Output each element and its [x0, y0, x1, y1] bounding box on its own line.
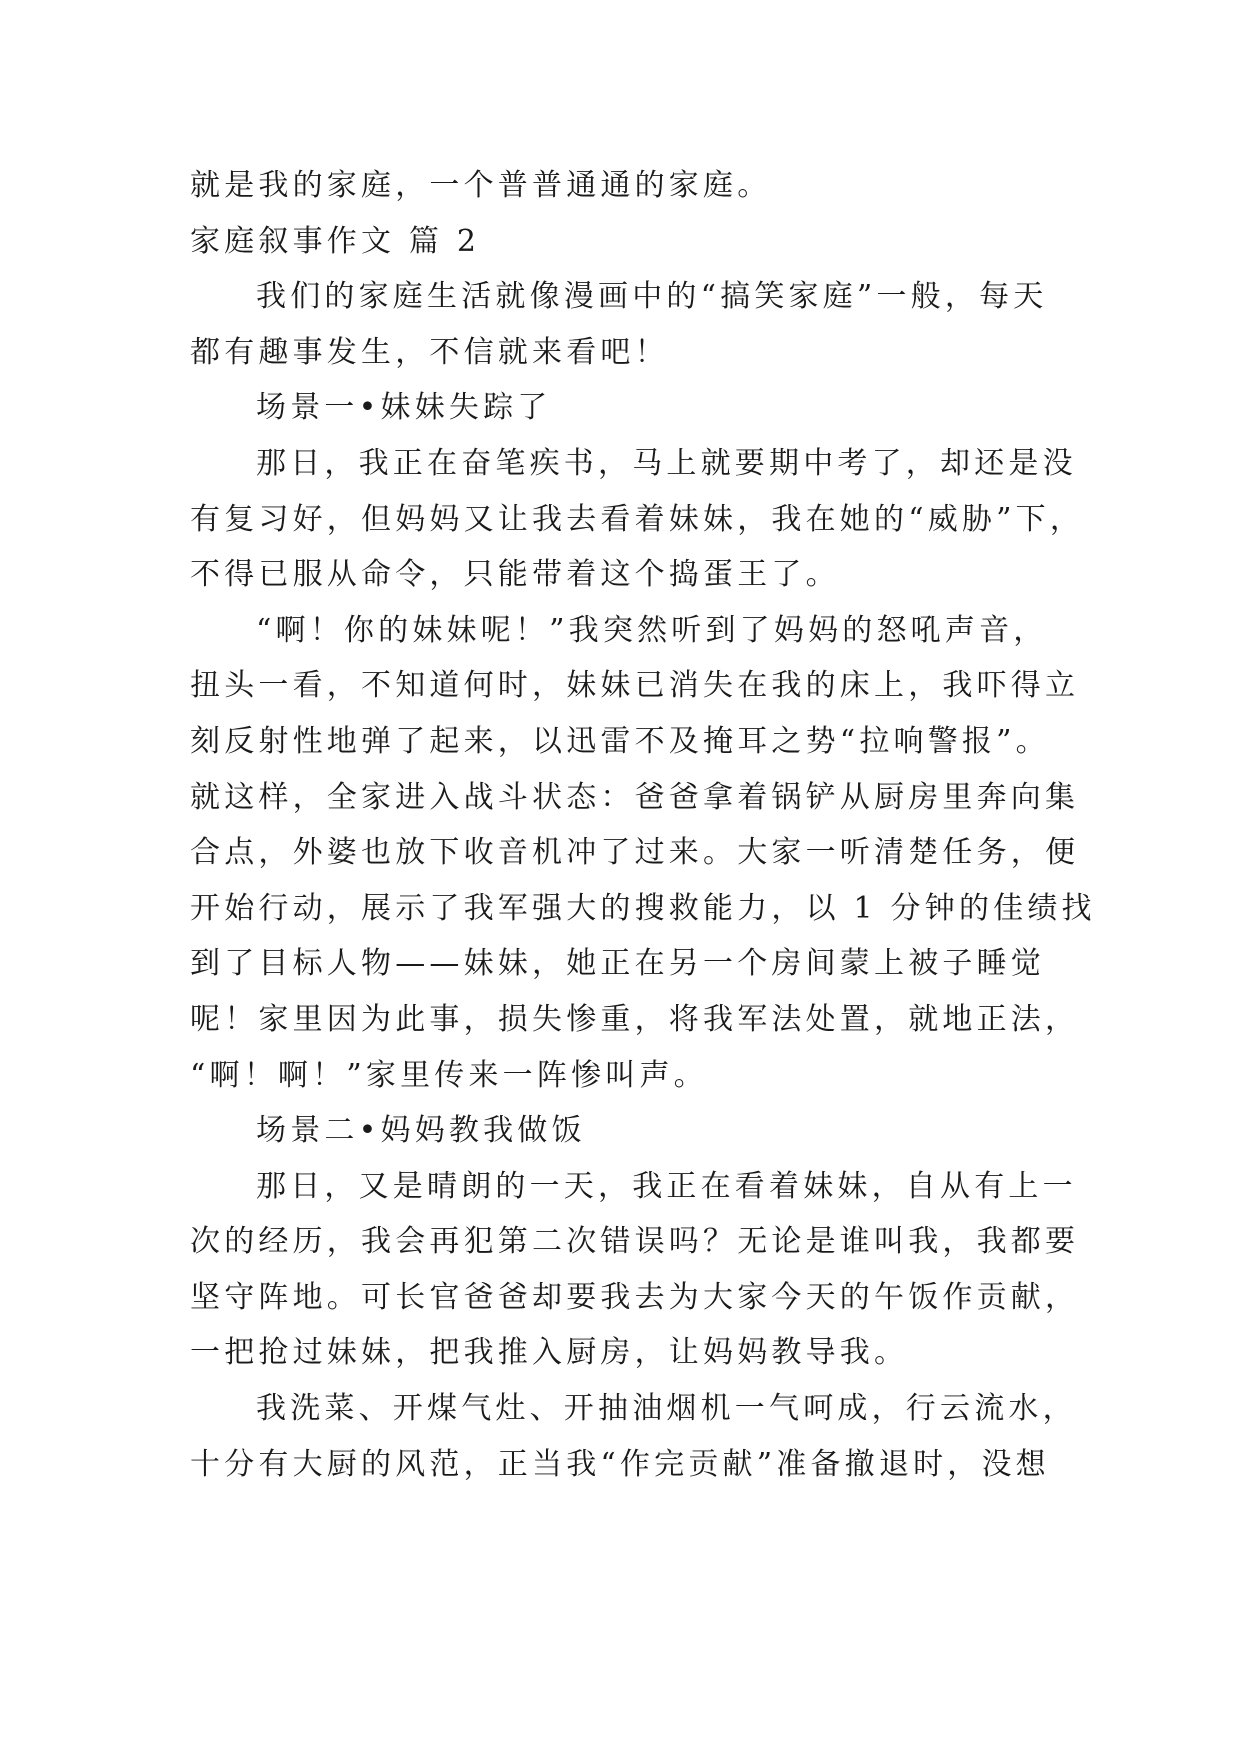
section-heading: 家庭叙事作文 篇 2: [190, 223, 481, 259]
text-line: 呢！家里因为此事，损失惨重，将我军法处置，就地正法，: [190, 1001, 1080, 1037]
text-line: 十分有大厨的风范，正当我“作完贡献”准备撤退时，没想: [190, 1446, 1050, 1482]
text-line: 到了目标人物——妹妹，她正在另一个房间蒙上被子睡觉: [190, 946, 1045, 982]
text-line: 一把抢过妹妹，把我推入厨房，让妈妈教导我。: [190, 1335, 909, 1371]
text-line: 那日，又是晴朗的一天，我正在看着妹妹，自从有上一: [256, 1168, 1077, 1204]
text-line: 刻反射性地弹了起来，以迅雷不及掩耳之势“拉响警报”。: [190, 723, 1050, 759]
text-line: 开始行动，展示了我军强大的搜救能力，以 1 分钟的佳绩找: [190, 890, 1096, 926]
scene-heading: 场景一•妹妹失踪了: [256, 390, 552, 426]
text-line: 坚守阵地。可长官爸爸却要我去为大家今天的午饭作贡献，: [190, 1279, 1080, 1315]
text-line: 就是我的家庭，一个普普通通的家庭。: [190, 168, 772, 203]
scene-heading: 场景二•妈妈教我做饭: [256, 1113, 586, 1149]
text-line: 就这样，全家进入战斗状态：爸爸拿着锅铲从厨房里奔向集: [190, 779, 1080, 815]
text-line: 扭头一看，不知道何时，妹妹已消失在我的床上，我吓得立: [190, 668, 1080, 704]
text-line: 我们的家庭生活就像漫画中的“搞笑家庭”一般，每天: [256, 279, 1048, 315]
text-line: 我洗菜、开煤气灶、开抽油烟机一气呵成，行云流水，: [256, 1391, 1077, 1427]
text-line: 次的经历，我会再犯第二次错误吗？无论是谁叫我，我都要: [190, 1224, 1080, 1260]
text-line: 有复习好，但妈妈又让我去看着妹妹，我在她的“威胁”下，: [190, 501, 1085, 537]
text-line: “啊！你的妹妹呢！”我突然听到了妈妈的怒吼声音，: [256, 612, 1048, 648]
text-line: 不得已服从命令，只能带着这个捣蛋王了。: [190, 557, 840, 593]
text-line: 合点，外婆也放下收音机冲了过来。大家一听清楚任务，便: [190, 835, 1080, 871]
text-line: 都有趣事发生，不信就来看吧！: [190, 334, 669, 370]
text-line: “啊！啊！”家里传来一阵惨叫声。: [190, 1057, 708, 1093]
text-line: 那日，我正在奋笔疾书，马上就要期中考了，却还是没: [256, 445, 1077, 481]
document-body: [190, 158, 1096, 1492]
